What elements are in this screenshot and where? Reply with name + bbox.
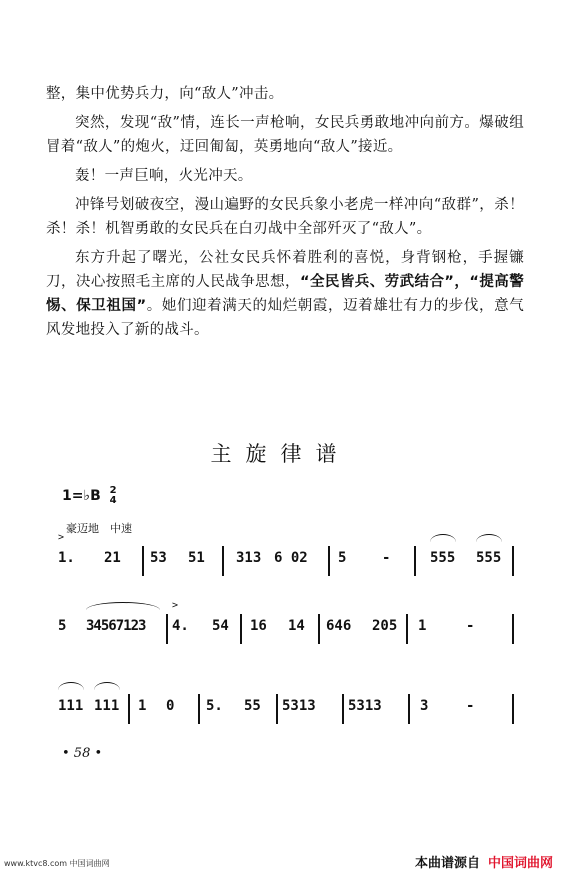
note: 1 <box>138 698 147 714</box>
time-top: 2 <box>109 485 117 496</box>
paragraph-2: 突然，发现“敌”情，连长一声枪响，女民兵勇敢地冲向前方。爆破组冒着“敌人”的炮火，迂回匍匐，英勇地向“敌人”接近。 <box>46 115 524 155</box>
note: 1. <box>58 550 75 566</box>
score-row-1 <box>58 532 514 576</box>
bar-line <box>342 694 344 724</box>
footer-brand: 中国词曲网 <box>487 856 553 871</box>
note: 313 <box>236 550 262 566</box>
note: - <box>466 698 475 714</box>
note: 51 <box>188 550 205 566</box>
note-run: 34567123 <box>86 618 146 634</box>
note: 111 <box>58 698 84 714</box>
note: 14 <box>288 618 305 634</box>
bar-line <box>222 546 224 576</box>
note: - <box>382 550 391 566</box>
paragraph-4: 冲锋号划破夜空，漫山遍野的女民兵象小老虎一样冲向“敌群”，杀！杀！杀！机智勇敢的女民兵在白刃战中全部歼灭了“敌人”。 <box>46 197 524 237</box>
note: 53 <box>150 550 167 566</box>
page-number: • 58 • <box>62 746 103 761</box>
accent-mark-icon: > <box>58 532 65 543</box>
score-row-2 <box>58 600 514 644</box>
paragraph-5 <box>46 246 524 342</box>
slogan-text: “全民皆兵、劳武结合”，“提高警惕、保卫祖国” <box>46 274 524 314</box>
note: 5 <box>58 618 67 634</box>
bar-line <box>128 694 130 724</box>
paragraph-5-part-c: 。她们迎着满天的灿烂朝霞，迈着雄壮有力的步伐，意气风发地投入了新的战斗。 <box>46 298 524 338</box>
prose-section <box>46 82 524 347</box>
note: 5313 <box>348 698 382 714</box>
note: 111 <box>94 698 120 714</box>
slur-mark <box>58 682 84 690</box>
note: 5. <box>206 698 223 714</box>
bar-line <box>328 546 330 576</box>
footer-source-label: 本曲谱源自 <box>414 856 480 871</box>
note: 555 <box>430 550 456 566</box>
paragraph-1: 整，集中优势兵力，向“敌人”冲击。 <box>46 86 284 102</box>
time-signature <box>110 486 117 506</box>
note: 0 <box>166 698 175 714</box>
note: 6 02 <box>274 550 308 566</box>
tempo-marking: 豪迈地 中速 <box>66 522 132 535</box>
bar-line <box>406 614 408 644</box>
bar-line <box>198 694 200 724</box>
note: 646 <box>326 618 352 634</box>
bar-line <box>276 694 278 724</box>
accent-mark-icon: > <box>172 600 179 611</box>
note: 16 <box>250 618 267 634</box>
slur-mark <box>86 602 160 610</box>
footer-watermark: www.ktvc8.com 中国词曲网 <box>4 859 110 868</box>
note: 4. <box>172 618 189 634</box>
note: 205 <box>372 618 398 634</box>
bar-line <box>408 694 410 724</box>
footer-source <box>415 852 553 871</box>
note: 555 <box>476 550 502 566</box>
bar-line <box>512 546 514 576</box>
note: 1 <box>418 618 427 634</box>
slur-mark <box>476 534 502 542</box>
score-title: 主旋律谱 <box>210 442 351 466</box>
note: - <box>466 618 475 634</box>
bar-line <box>512 694 514 724</box>
note: 5 <box>338 550 347 566</box>
bar-line <box>512 614 514 644</box>
note: 21 <box>104 550 121 566</box>
slur-mark <box>94 682 120 690</box>
paragraph-5-part-a: 东方升起了曙光，公社女民兵怀着胜利的喜悦，身背钢枪，手握镰刀，决心按照毛主席的人民战争思想， <box>46 250 524 290</box>
note: 55 <box>244 698 261 714</box>
key-signature <box>62 486 117 506</box>
bar-line <box>414 546 416 576</box>
slur-mark <box>430 534 456 542</box>
bar-line <box>240 614 242 644</box>
score-row-3 <box>58 694 514 724</box>
key-label: 1=♭B <box>62 488 101 504</box>
paragraph-3: 轰！一声巨响，火光冲天。 <box>75 168 253 184</box>
bar-line <box>318 614 320 644</box>
note: 3 <box>420 698 429 714</box>
time-bottom: 4 <box>109 495 117 506</box>
note: 5313 <box>282 698 316 714</box>
bar-line <box>166 614 168 644</box>
note: 54 <box>212 618 229 634</box>
bar-line <box>142 546 144 576</box>
